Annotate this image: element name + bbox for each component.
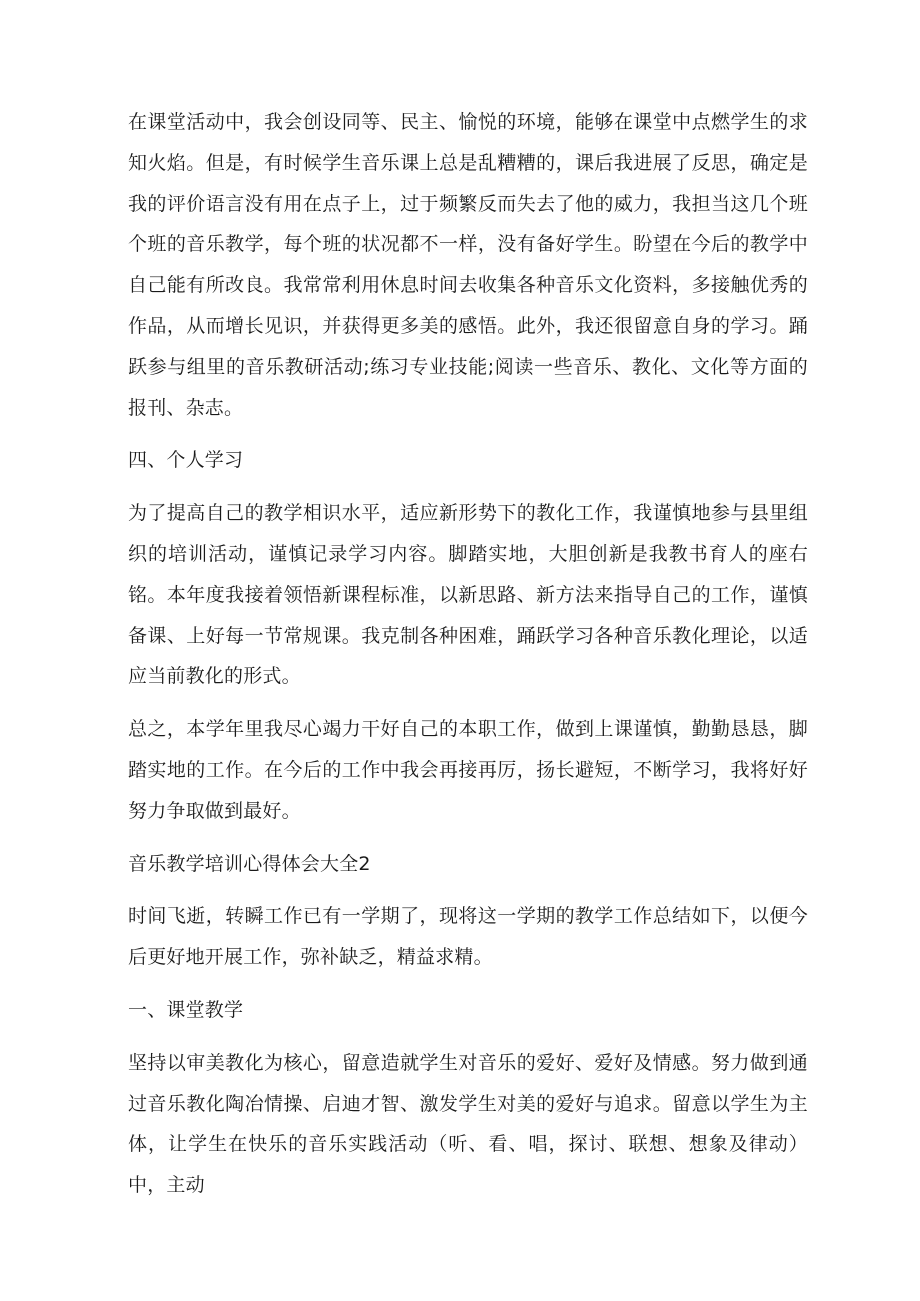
heading-article-2: 音乐教学培训心得体会大全2	[128, 852, 371, 875]
heading-personal-study: 四、个人学习	[128, 449, 244, 472]
paragraph-summary: 总之，本学年里我尽心竭力干好自己的本职工作，做到上课谨慎，勤勤恳恳，脚踏实地的工作。在今后的工作中我会再接再厉，扬长避短，不断学习，我将好好努力争取做到最好。	[128, 718, 808, 822]
heading-classroom-teaching: 一、课堂教学	[128, 998, 244, 1021]
document-body	[128, 102, 808, 1218]
paragraph-classroom-activity: 在课堂活动中，我会创设同等、民主、愉悦的环境，能够在课堂中点燃学生的求知火焰。但是，有时候学生音乐课上总是乱糟糟的，课后我进展了反思，确定是我的评价语言没有用在点子上，过于频繁反而失去了他的威力，我担当这几个班个班的音乐教学，每个班的状况都不一样，没有备好学生。盼望在今后的教学中自己能有所改良。我常常利用休息时间去收集各种音乐文化资料，多接触优秀的作品，从而增长见识，并获得更多美的感悟。此外，我还很留意自身的学习。踊跃参与组里的音乐教研活动;练习专业技能;阅读一些音乐、教化、文化等方面的报刊、杂志。	[128, 111, 808, 419]
paragraph-aesthetic-education: 坚持以审美教化为核心，留意造就学生对音乐的爱好、爱好及情感。努力做到通过音乐教化陶冶情操、启迪才智、激发学生对美的爱好与追求。留意以学生为主体，让学生在快乐的音乐实践活动（听、看、唱，探讨、联想、想象及律动）中，主动	[128, 1051, 808, 1197]
paragraph-training: 为了提高自己的教学相识水平，适应新形势下的教化工作，我谨慎地参与县里组织的培训活动，谨慎记录学习内容。脚踏实地，大胆创新是我教书育人的座右铭。本年度我接着领悟新课程标准，以新思路、新方法来指导自己的工作，谨慎备课、上好每一节常规课。我克制各种困难，踊跃学习各种音乐教化理论，以适应当前教化的形式。	[128, 502, 808, 688]
paragraph-intro: 时间飞逝，转瞬工作已有一学期了，现将这一学期的教学工作总结如下，以便今后更好地开展工作，弥补缺乏，精益求精。	[128, 905, 808, 969]
